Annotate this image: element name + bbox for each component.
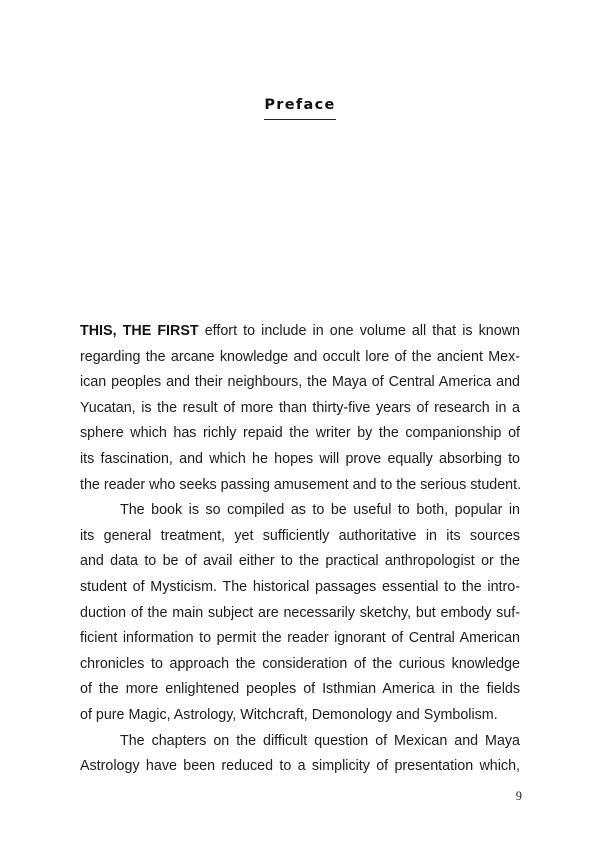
paragraph-line: Astrology have been reduced to a simplicity of presentation which, bbox=[80, 758, 520, 775]
paragraph-line: Yucatan, is the result of more than thirty-five years of research in a bbox=[80, 399, 520, 416]
paragraph-2 bbox=[80, 498, 520, 728]
paragraph-line: regarding the arcane knowledge and occult lore of the ancient Mex- bbox=[80, 348, 520, 365]
paragraph-line: ican peoples and their neighbours, the Maya of Central America and bbox=[80, 374, 520, 391]
paragraph-line: the reader who seeks passing amusement and to the serious student. bbox=[80, 476, 522, 493]
paragraph-1 bbox=[80, 319, 520, 498]
paragraph-line: its fascination, and which he hopes will prove equally absorbing to bbox=[80, 450, 520, 467]
line-text: effort to include in one volume all that is known bbox=[198, 323, 520, 339]
paragraph-line: and data to be of avail either to the practical anthropologist or the bbox=[80, 553, 520, 570]
paragraph-3 bbox=[80, 729, 520, 780]
paragraph-line: The chapters on the difficult question of Mexican and Maya bbox=[120, 732, 520, 749]
paragraph-line: chronicles to approach the consideration of the curious knowledge bbox=[80, 655, 520, 672]
paragraph-line: of the more enlightened peoples of Isthmian America in the fields bbox=[80, 681, 520, 698]
paragraph-line: The book is so compiled as to be useful to both, popular in bbox=[120, 502, 520, 519]
page-title: Preface bbox=[264, 96, 335, 120]
page-number: 9 bbox=[515, 789, 522, 803]
lead-in-text: THIS, THE FIRST bbox=[80, 323, 199, 339]
paragraph-line: duction of the main subject are necessarily sketchy, but embody suf- bbox=[80, 604, 520, 621]
title-block bbox=[0, 96, 600, 120]
paragraph-line bbox=[80, 319, 520, 345]
paragraph-line: of pure Magic, Astrology, Witchcraft, Demonology and Symbolism. bbox=[80, 706, 498, 723]
paragraph-line: sphere which has richly repaid the writer by the companionship of bbox=[80, 425, 520, 442]
paragraph-line: student of Mysticism. The historical passages essential to the intro- bbox=[80, 578, 520, 595]
paragraph-line: its general treatment, yet sufficiently authoritative in its sources bbox=[80, 527, 520, 544]
paragraph-line: ficient information to permit the reader ignorant of Central American bbox=[80, 630, 520, 647]
body-text bbox=[80, 319, 520, 780]
